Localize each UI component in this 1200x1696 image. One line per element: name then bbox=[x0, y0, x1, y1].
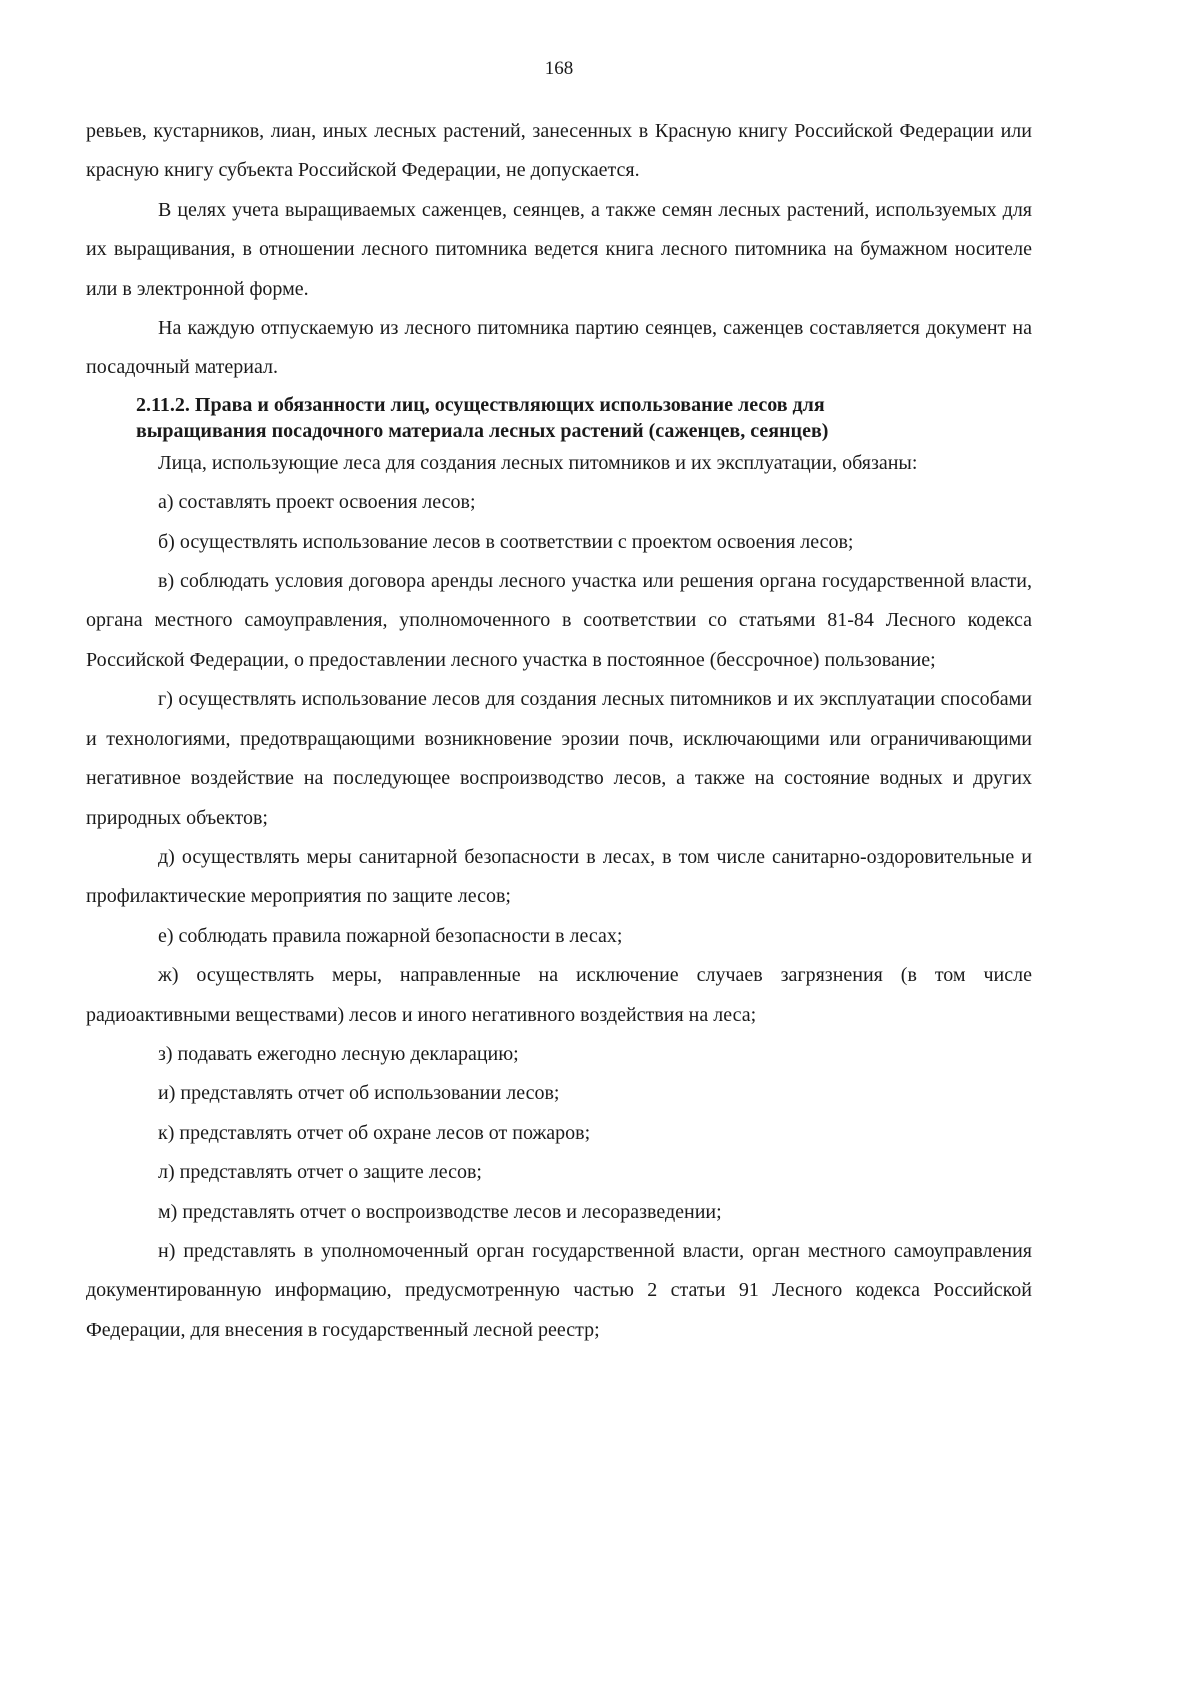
list-item: ж) осуществлять меры, направленные на исключение случаев загрязнения (в том числе радиоактивными веществами) лесов и иного негативного воздействия на леса; bbox=[86, 964, 1032, 1026]
list-item: н) представлять в уполномоченный орган государственной власти, орган местного самоуправления документированную информацию, предусмотренную частью 2 статьи 91 Лесного кодекса Российской Федерации, для внесения в государственный лесной реестр; bbox=[86, 1239, 1032, 1341]
section-heading-line: 2.11.2. Права и обязанности лиц, осуществляющих использование лесов для bbox=[136, 393, 825, 416]
list-item: к) представлять отчет об охране лесов от пожаров; bbox=[158, 1121, 591, 1144]
list-item: в) соблюдать условия договора аренды лесного участка или решения органа государственной власти, органа местного самоуправления, уполномоченного в соответствии со статьями 81-84 Лесного кодекса Российской Федерации, о предоставлении лесного участка в постоянное (бессрочное) пользование; bbox=[86, 570, 1032, 671]
section-heading-line: выращивания посадочного материала лесных растений (саженцев, сеянцев) bbox=[136, 419, 829, 442]
paragraph: На каждую отпускаемую из лесного питомника партию сеянцев, саженцев составляется документ на посадочный материал. bbox=[86, 317, 1032, 379]
list-item: д) осуществлять меры санитарной безопасности в лесах, в том числе санитарно-оздоровительные и профилактические мероприятия по защите лесов; bbox=[86, 845, 1032, 908]
document-body bbox=[86, 112, 1032, 1350]
paragraph: В целях учета выращиваемых саженцев, сеянцев, а также семян лесных растений, используемых для их выращивания, в отношении лесного питомника ведется книга лесного питомника на бумажном носителе или в электронной форме. bbox=[86, 198, 1032, 300]
list-item: з) подавать ежегодно лесную декларацию; bbox=[158, 1042, 519, 1065]
page-number: 168 bbox=[544, 58, 574, 79]
list-item: б) осуществлять использование лесов в соответствии с проектом освоения лесов; bbox=[158, 530, 854, 553]
list-item: л) представлять отчет о защите лесов; bbox=[158, 1161, 482, 1184]
document-page bbox=[86, 0, 1032, 1696]
section-heading bbox=[86, 392, 1032, 444]
list-item: м) представлять отчет о воспроизводстве лесов и лесоразведении; bbox=[158, 1200, 722, 1223]
list-item: г) осуществлять использование лесов для создания лесных питомников и их эксплуатации способами и технологиями, предотвращающими возникновение эрозии почв, исключающими или ограничивающими негативное воздействие на последующее воспроизводство лесов, а также на состояние водных и других природных объектов; bbox=[86, 688, 1032, 829]
paragraph: ревьев, кустарников, лиан, иных лесных растений, занесенных в Красную книгу Российской Федерации или красную книгу субъекта Российской Федерации, не допускается. bbox=[86, 120, 1032, 182]
paragraph: Лица, использующие леса для создания лесных питомников и их эксплуатации, обязаны: bbox=[158, 451, 918, 474]
list-item: а) составлять проект освоения лесов; bbox=[158, 491, 476, 514]
list-item: и) представлять отчет об использовании лесов; bbox=[158, 1082, 560, 1105]
list-item: е) соблюдать правила пожарной безопасности в лесах; bbox=[158, 924, 623, 947]
